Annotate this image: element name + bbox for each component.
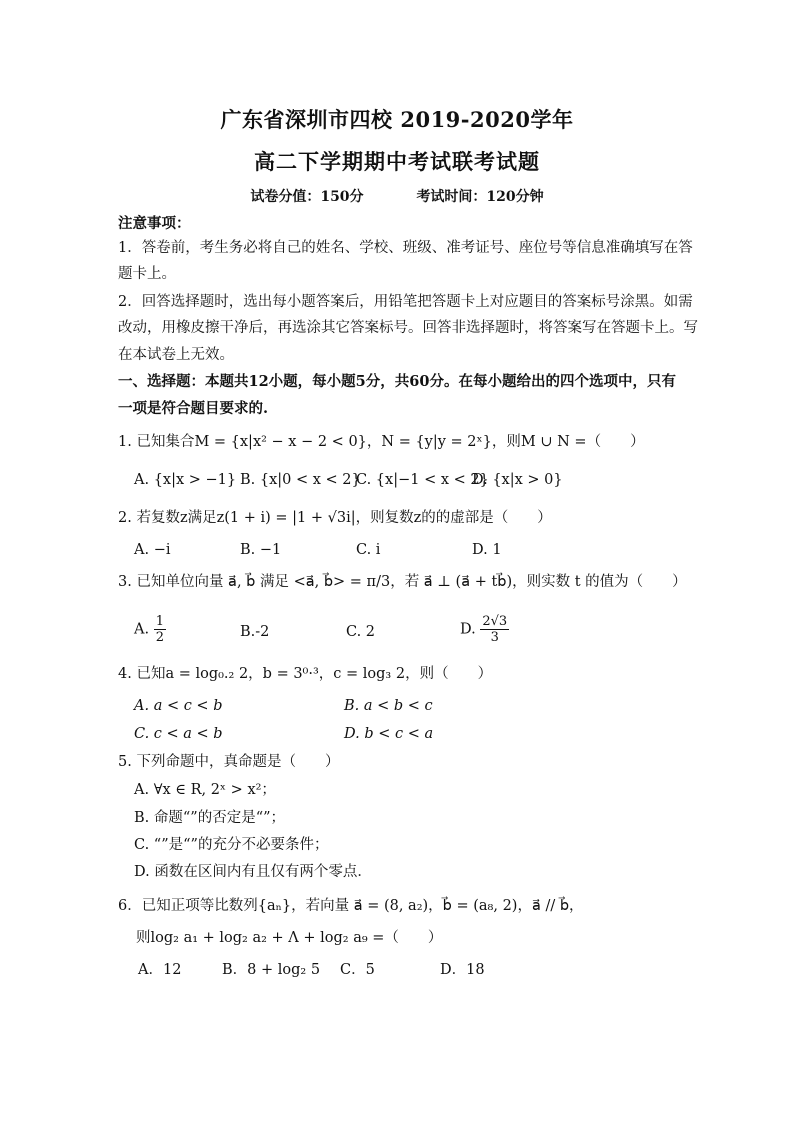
exam-meta <box>0 186 794 206</box>
q2-stem: 2. 若复数z满足z(1 + i) = |1 + √3i|，则复数z的的虚部是（ ） <box>118 510 552 526</box>
q6-option-a: A．12 <box>138 962 182 978</box>
note-2-line-b: 改动，用橡皮擦干净后，再选涂其它答案标号。回答非选择题时，将答案写在答题卡上。写 <box>118 320 698 336</box>
q6-stem-line2: 则log₂ a₁ + log₂ a₂ + Λ + log₂ a₉ =（ ） <box>136 930 443 946</box>
q1-option-a: A. {x|x > −1} <box>134 472 237 488</box>
q1-option-d: D. {x|x > 0} <box>472 472 563 488</box>
note-2-line-a: 2．回答选择题时，选出每小题答案后，用铅笔把答题卡上对应题目的答案标号涂黑。如需 <box>118 294 693 310</box>
q5-stem: 5. 下列命题中，真命题是（ ） <box>118 754 340 770</box>
note-1-line-a: 1．答卷前，考生务必将自己的姓名、学校、班级、准考证号、座位号等信息准确填写在答 <box>118 240 693 256</box>
q4-option-b: B. a < b < c <box>344 698 433 714</box>
note-1-line-b: 题卡上。 <box>118 266 176 282</box>
q5-option-d: D. 函数在区间内有且仅有两个零点． <box>134 864 372 880</box>
q3-option-d <box>460 614 509 645</box>
q3-option-d-denominator: 3 <box>490 630 499 645</box>
q3-option-a <box>134 614 166 645</box>
q4-option-d: D. b < c < a <box>344 726 434 742</box>
exam-score: 试卷分值：150分 <box>250 189 364 205</box>
q3-option-d-label: D. <box>460 621 476 638</box>
note-2-line-c: 在本试卷上无效。 <box>118 347 234 363</box>
exam-title-line1: 广东省深圳市四校 2019-2020学年 <box>220 107 574 132</box>
q3-option-a-denominator: 2 <box>155 630 164 645</box>
section-heading-line-b: 一项是符合题目要求的. <box>118 400 269 417</box>
exam-time: 考试时间：120分钟 <box>416 189 544 205</box>
q5-option-a: A. ∀x ∈ R, 2ˣ > x²； <box>134 782 276 798</box>
q6-stem: 6．已知正项等比数列{aₙ}，若向量 a⃗ = (8, a₂)，b⃗ = (a₈, 2)，a⃗ // b⃗， <box>118 898 584 914</box>
q3-stem: 3. 已知单位向量 a⃗, b⃗ 满足 <a⃗, b⃗> = π/3，若 a⃗ ⊥ (a⃗ + tb⃗)，则实数 t 的值为（ ） <box>118 574 687 590</box>
q3-option-a-fraction <box>154 614 166 645</box>
q6-option-d: D．18 <box>440 962 485 978</box>
section-heading-line-a: 一、选择题：本题共12小题，每小题5分，共60分。在每小题给出的四个选项中，只有 <box>118 373 676 390</box>
q1-stem: 1. 已知集合M = {x|x² − x − 2 < 0}，N = {y|y = 2ˣ}，则M ∪ N =（ ） <box>118 434 645 450</box>
q3-option-b: B.-2 <box>240 624 270 640</box>
q4-option-c: C. c < a < b <box>134 726 223 742</box>
q3-option-a-label: A. <box>134 621 150 638</box>
q2-option-a: A. −i <box>134 542 171 558</box>
q1-option-c: C. {x|−1 < x < 2} <box>356 472 489 488</box>
q3-option-c: C. 2 <box>346 624 376 640</box>
q5-option-c: C. “”是“”的充分不必要条件； <box>134 837 329 853</box>
q5-option-b: B. 命题“”的否定是“”； <box>134 810 286 826</box>
q3-option-d-fraction <box>480 614 509 645</box>
q2-option-d: D. 1 <box>472 542 502 558</box>
q2-option-b: B. −1 <box>240 542 282 558</box>
q3-option-d-numerator: 2√3 <box>482 614 508 629</box>
q4-stem: 4. 已知a = log₀.₂ 2，b = 3⁰·³，c = log₃ 2，则（ ） <box>118 666 493 682</box>
q2-option-c: C. i <box>356 542 381 558</box>
q6-option-b: B．8 + log₂ 5 <box>222 962 321 978</box>
notes-heading: 注意事项： <box>118 215 191 232</box>
q1-option-b: B. {x|0 < x < 2} <box>240 472 361 488</box>
exam-title-line2: 高二下学期期中考试联考试题 <box>254 149 540 174</box>
q6-option-c: C．5 <box>340 962 375 978</box>
q4-option-a: A. a < c < b <box>134 698 223 714</box>
q3-option-a-numerator: 1 <box>155 614 164 629</box>
